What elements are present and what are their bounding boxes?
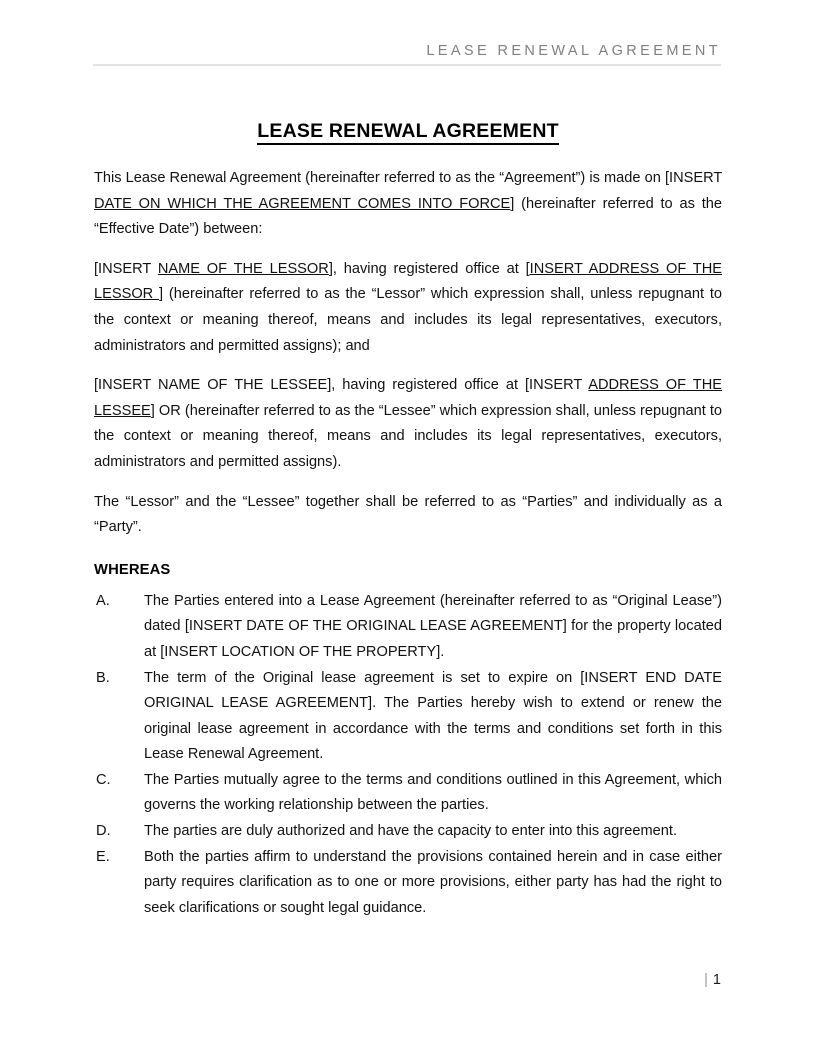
list-item-text: The Parties entered into a Lease Agreement (hereinafter referred to as “Original Lease”) dated [INSERT DATE OF THE ORIGINAL LEASE AGREEMENT] for the property located at [INSERT LOCATION OF THE PROPERTY].	[144, 592, 722, 660]
placeholder-lessor-name: NAME OF THE LESSOR	[157, 260, 329, 277]
list-item-text: The parties are duly authorized and have the capacity to enter into this agreement.	[144, 823, 677, 840]
page-number: 1	[712, 972, 721, 988]
paragraph-agreement-intro	[94, 166, 722, 243]
placeholder-lessee-address: ADDRESS OF THE LESSEE	[94, 377, 722, 419]
list-item	[94, 589, 722, 666]
running-header-title: LEASE RENEWAL AGREEMENT	[426, 43, 721, 59]
list-item-text: Both the parties affirm to understand the provisions contained herein and in case either party requires clarification as to one or more provisions, either party has had the right to seek clarifications or sought legal guidance.	[144, 848, 722, 916]
lessor-text-part-3: ] (hereinafter referred to as the “Lessor” which expression shall, unless repugnant to the context or meaning thereof, means and includes its legal representatives, executors, administrators and permitted assigns); and	[94, 286, 723, 354]
lessee-text-part-2: ] OR (hereinafter referred to as the “Lessee” which expression shall, unless repugnant to the context or meaning thereof, means and includes its legal representatives, executors, administrators and permitted assigns).	[94, 402, 722, 470]
placeholder-lessor-address: [INSERT ADDRESS OF THE LESSOR	[94, 260, 722, 303]
list-item-marker: B.	[96, 669, 110, 686]
list-item-marker: E.	[96, 848, 110, 865]
list-item-text: The Parties mutually agree to the terms and conditions outlined in this Agreement, which governs the working relationship between the parties.	[144, 771, 722, 814]
list-item	[94, 666, 722, 768]
page-footer	[93, 970, 721, 990]
parties-definition-text: The “Lessor” and the “Lessee” together shall be referred to as “Parties” and individually as a “Party”.	[94, 493, 722, 536]
running-header	[93, 42, 721, 60]
lessee-text-part-1: [INSERT NAME OF THE LESSEE], having registered office at [INSERT	[94, 377, 589, 394]
list-item	[94, 819, 722, 845]
list-item-marker: D.	[96, 823, 111, 840]
list-item-text: The term of the Original lease agreement is set to expire on [INSERT END DATE ORIGINAL LEASE AGREEMENT]. The Parties hereby wish to extend or renew the original lease agreement in accordance with the terms and conditions set forth in this Lease Renewal Agreement.	[144, 669, 722, 763]
whereas-heading: WHEREAS	[94, 561, 171, 578]
intro-text-part-2: ] (hereinafter referred to as the “Effective Date”) between:	[94, 195, 722, 238]
header-divider-rule	[93, 64, 721, 66]
list-item-marker: A.	[96, 592, 110, 609]
placeholder-effective-date: DATE ON WHICH THE AGREEMENT COMES INTO FORCE	[94, 195, 511, 212]
intro-text-part-1: This Lease Renewal Agreement (hereinafter referred to as the “Agreement”) is made on [INSERT	[94, 170, 722, 186]
paragraph-lessee	[94, 373, 722, 475]
footer-separator: |	[704, 972, 708, 988]
paragraph-parties-definition	[94, 490, 722, 541]
list-item-marker: C.	[96, 771, 111, 788]
lessor-text-part-2: ], having registered office at	[328, 260, 526, 277]
document-body	[94, 118, 722, 921]
list-item	[94, 768, 722, 819]
paragraph-lessor	[94, 257, 722, 359]
recitals-list	[94, 589, 722, 922]
lessor-text-part-1: [INSERT	[94, 260, 158, 277]
document-title-text: LEASE RENEWAL AGREEMENT	[257, 120, 558, 145]
document-title	[94, 118, 722, 144]
list-item	[94, 845, 722, 922]
